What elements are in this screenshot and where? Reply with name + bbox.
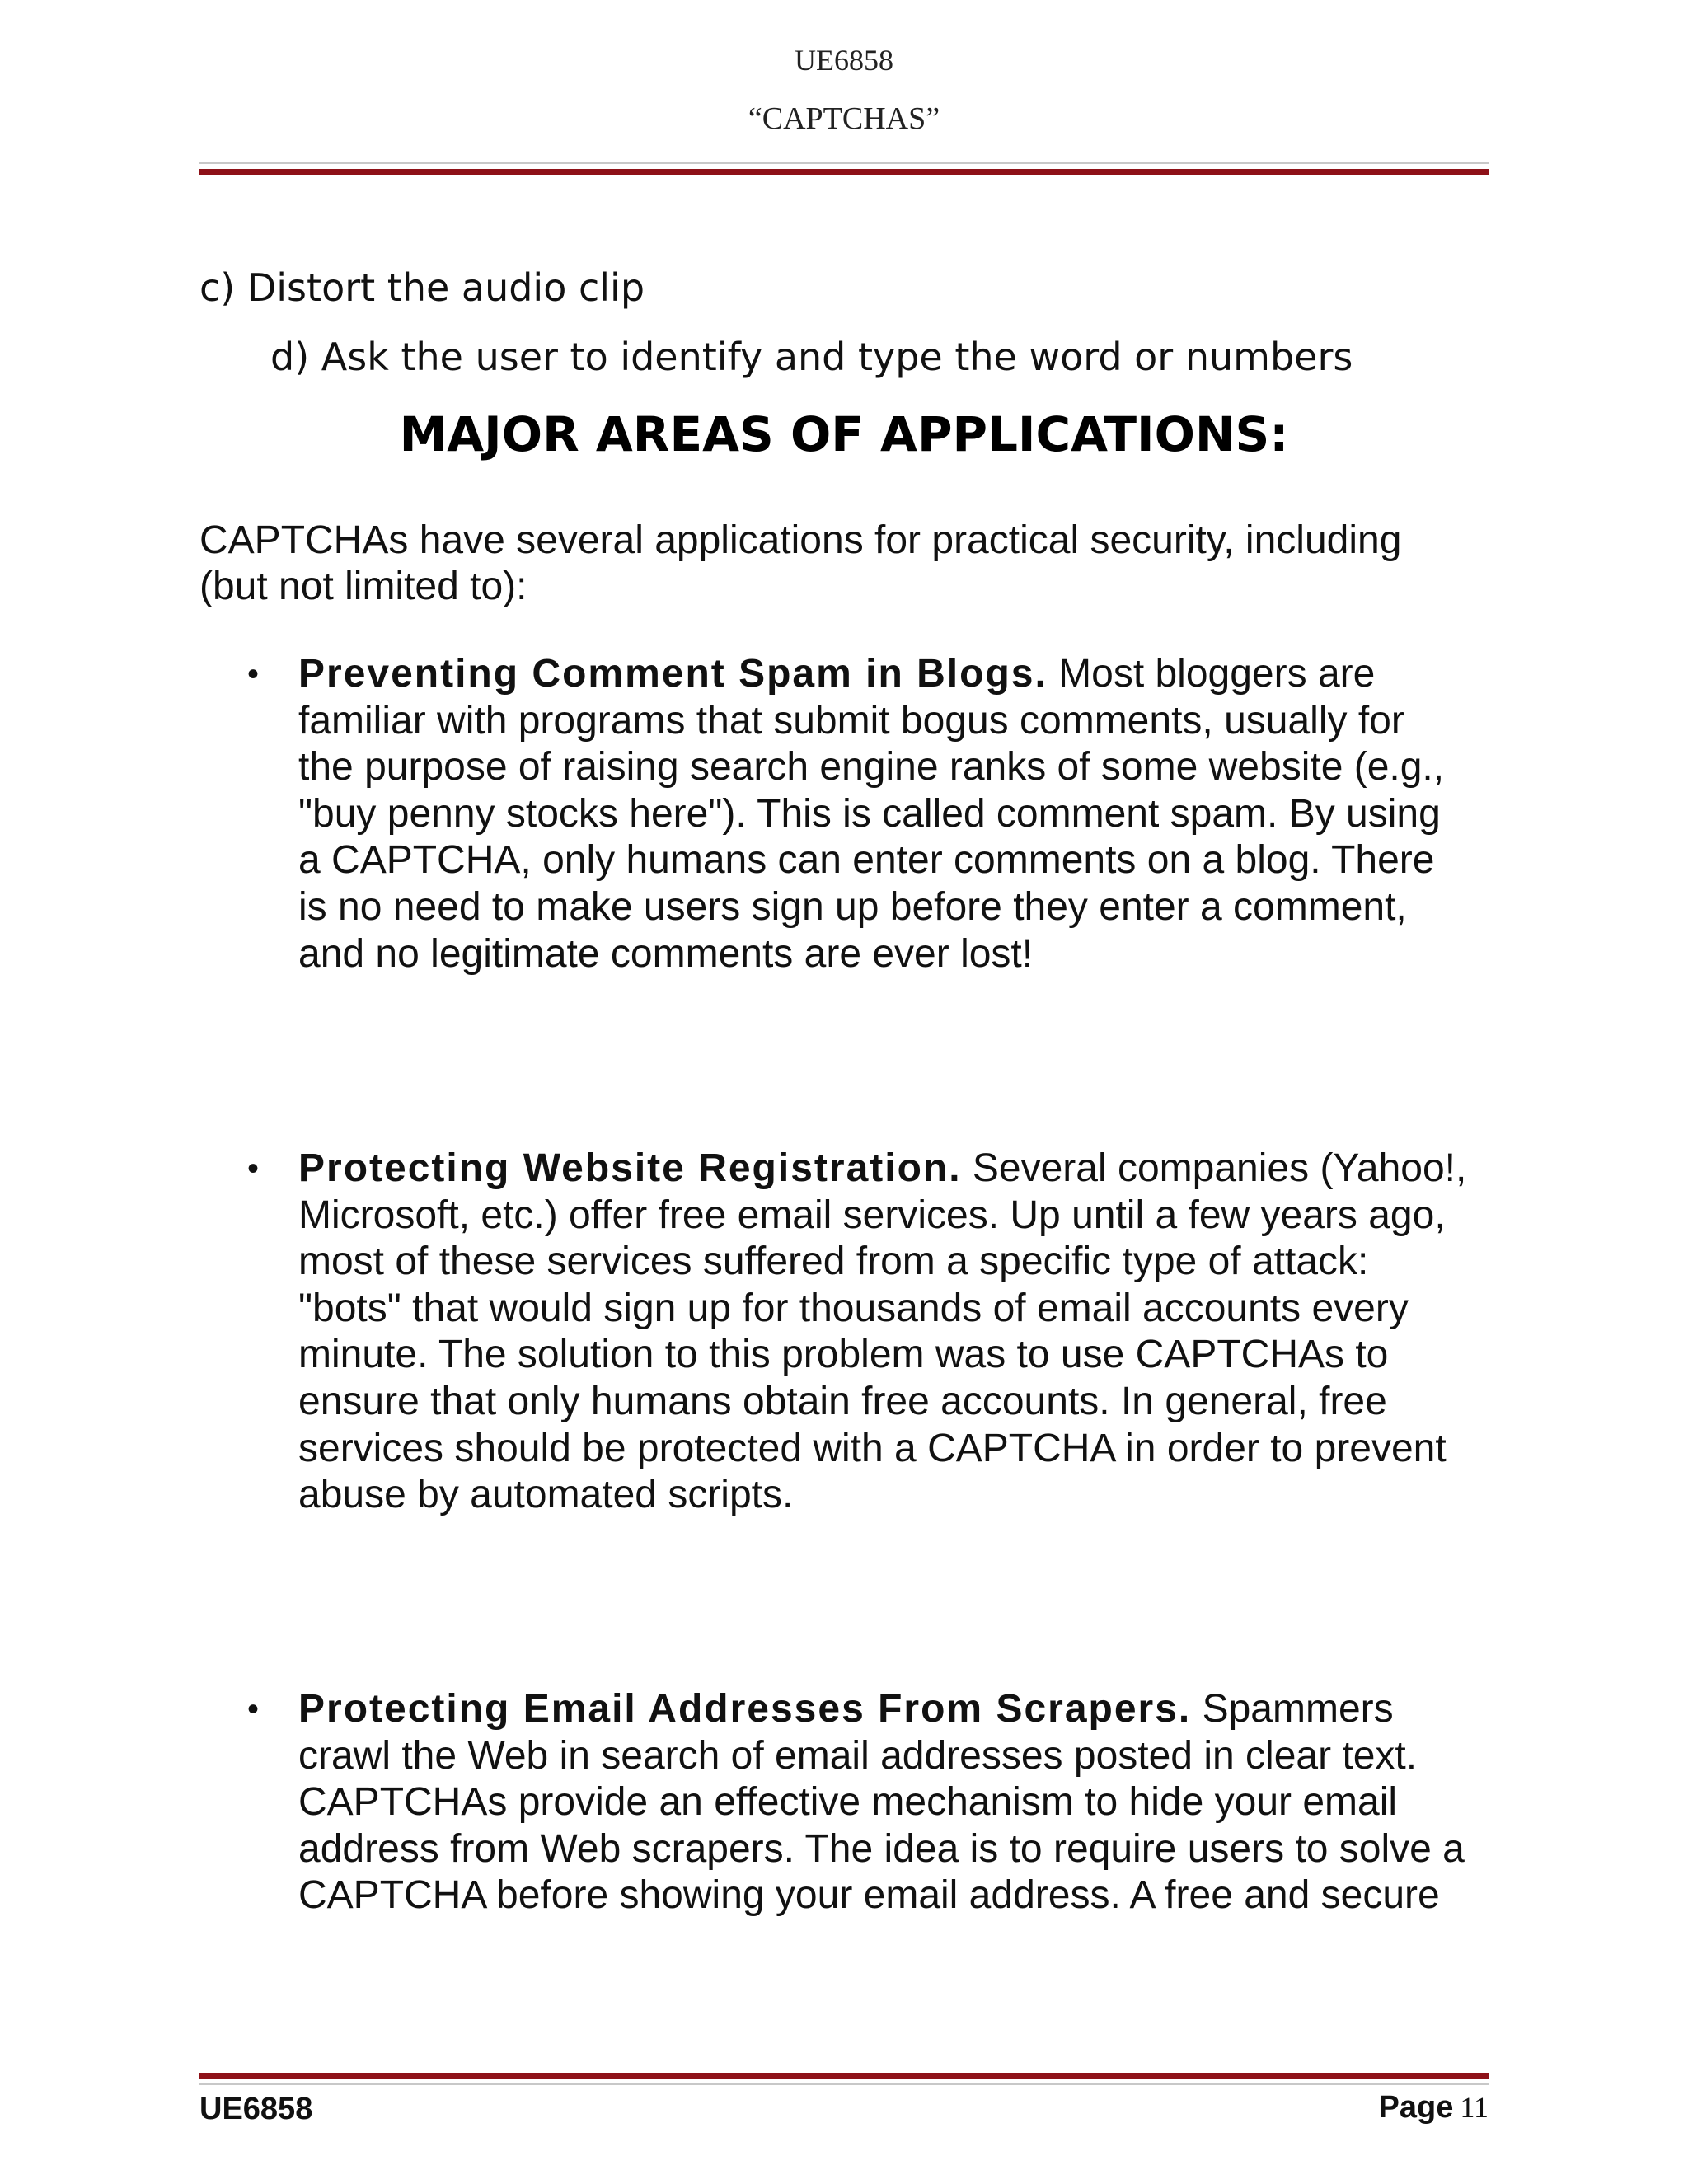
footer-page-label: Page bbox=[1378, 2090, 1454, 2125]
application-title: Protecting Email Addresses From Scrapers. bbox=[298, 1687, 1192, 1731]
step-c: c) Distort the audio clip bbox=[199, 265, 645, 310]
bullet-icon: • bbox=[247, 656, 260, 692]
application-text bbox=[298, 651, 1469, 977]
bullet-icon: • bbox=[247, 1151, 260, 1187]
header-divider-thin bbox=[199, 162, 1489, 164]
section-heading: MAJOR AREAS OF APPLICATIONS: bbox=[399, 406, 1289, 462]
header-divider-accent bbox=[199, 169, 1489, 175]
footer-page-indicator bbox=[1379, 2090, 1489, 2125]
section-intro: CAPTCHAs have several applications for practical security, including (but not limited to): bbox=[199, 518, 1402, 608]
footer-divider-accent bbox=[199, 2073, 1489, 2079]
application-text bbox=[298, 1686, 1469, 1919]
bullet-icon: • bbox=[247, 1691, 260, 1727]
application-body: Several companies (Yahoo!, Microsoft, etc.) offer free email services. Up until a few years ago, most of these services suffered from a specific type of attack: "bots" that would sign up for thousands of email accounts every minute. The solution to this problem was to use CAPTCHAs to ensure that only humans obtain free accounts. In general, free services should be protected with a CAPTCHA in order to prevent abuse by automated scripts. bbox=[298, 1146, 1467, 1517]
header-doc-code: UE6858 bbox=[795, 44, 893, 77]
footer-divider-thin bbox=[199, 2083, 1489, 2085]
application-text bbox=[298, 1146, 1469, 1519]
application-body: Spammers crawl the Web in search of email addresses posted in clear text. CAPTCHAs provide an effective mechanism to hide your email address from Web scrapers. The idea is to require users to solve a CAPTCHA before showing your email address. A free and secure bbox=[298, 1687, 1465, 1918]
header-doc-title: “CAPTCHAS” bbox=[748, 101, 940, 136]
step-d: d) Ask the user to identify and type the word or numbers bbox=[270, 335, 1353, 379]
application-title: Preventing Comment Spam in Blogs. bbox=[298, 652, 1048, 696]
footer-doc-code: UE6858 bbox=[199, 2092, 313, 2126]
application-body: Most bloggers are familiar with programs that submit bogus comments, usually for the purpose of raising search engine ranks of some website (e.g., "buy penny stocks here"). This is called comment spam. By using a CAPTCHA, only humans can enter comments on a blog. There is no need to make users sign up before they enter a comment, and no legitimate comments are ever lost! bbox=[298, 652, 1445, 976]
application-title: Protecting Website Registration. bbox=[298, 1146, 962, 1190]
footer-page-number: 11 bbox=[1460, 2091, 1489, 2124]
